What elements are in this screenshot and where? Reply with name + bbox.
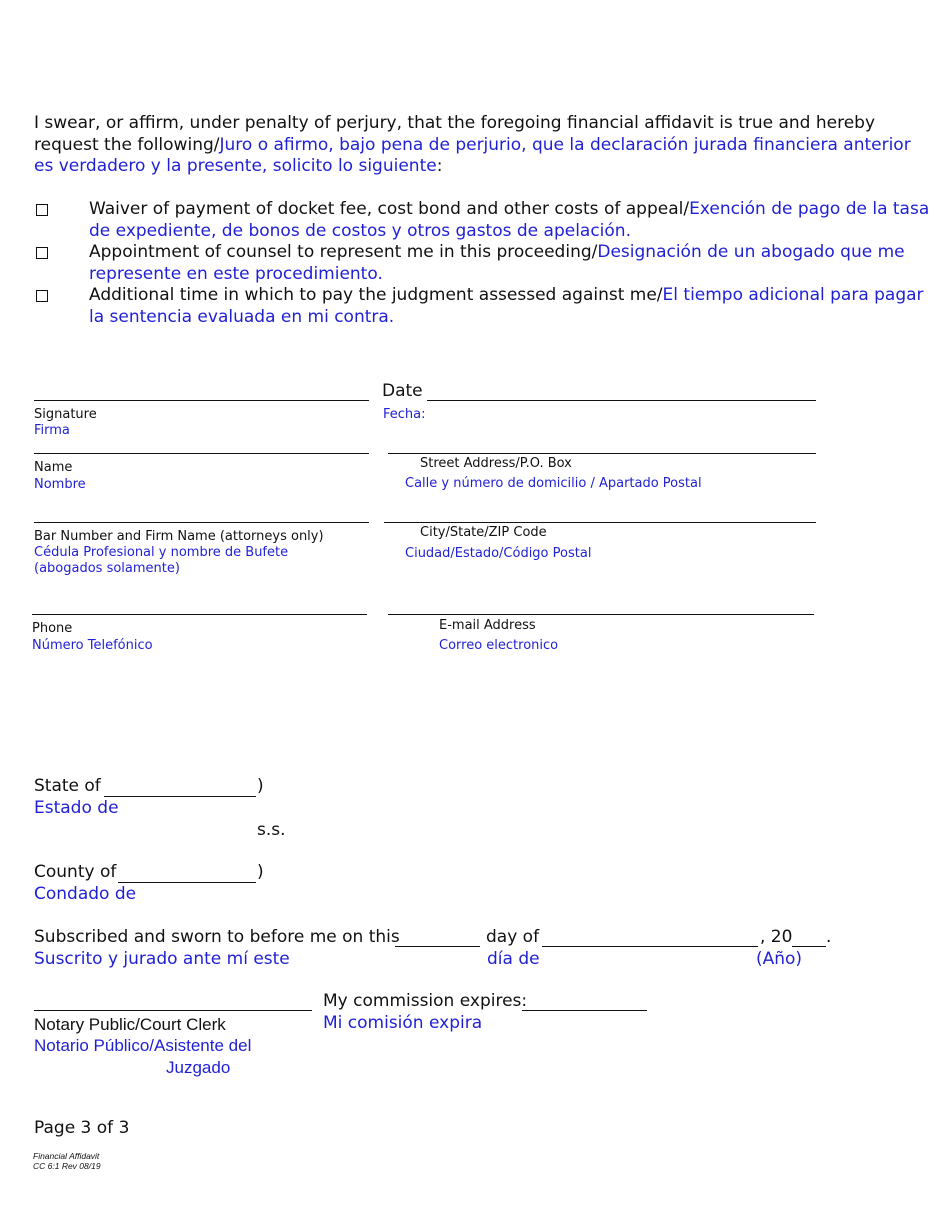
state-label: State of: [34, 776, 101, 796]
name-label-es: Nombre: [34, 477, 86, 492]
affirmation-paragraph: [34, 113, 924, 178]
email-label: E-mail Address: [439, 618, 536, 633]
city-label: City/State/ZIP Code: [420, 525, 547, 540]
state-label-es: Estado de: [34, 798, 119, 818]
email-line[interactable]: [388, 614, 814, 615]
page-number: Page 3 of 3: [34, 1118, 130, 1138]
county-label: County of: [34, 862, 117, 882]
state-paren: ): [257, 776, 264, 796]
bar-number-label-es2: (abogados solamente): [34, 561, 180, 576]
signature-label: Signature: [34, 407, 97, 422]
counsel-checkbox[interactable]: [36, 247, 48, 259]
notary-label: Notary Public/Court Clerk: [34, 1015, 226, 1034]
affirmation-es: Juro o afirmo, bajo pena de perjurio, que la declaración jurada financiera anterior es verdadero y la presente, solicito lo siguiente: [34, 134, 911, 176]
request-waiver: [89, 199, 934, 242]
request-additional-time: [89, 285, 934, 328]
city-label-es: Ciudad/Estado/Código Postal: [405, 546, 592, 561]
street-line[interactable]: [388, 453, 816, 454]
affirmation-colon: :: [436, 156, 443, 176]
county-line[interactable]: [118, 882, 256, 883]
request-counsel-en: Appointment of counsel to represent me in this proceeding/: [89, 242, 598, 262]
date-line[interactable]: [427, 400, 816, 401]
name-label: Name: [34, 460, 73, 475]
street-label-es: Calle y número de domicilio / Apartado Postal: [405, 476, 702, 491]
county-paren: ): [257, 862, 264, 882]
street-label: Street Address/P.O. Box: [420, 456, 572, 471]
notary-label-es: Notario Público/Asistente del: [34, 1036, 252, 1055]
request-time-en: Additional time in which to pay the judgment assessed against me/: [89, 285, 663, 305]
bar-number-label: Bar Number and Firm Name (attorneys only): [34, 529, 324, 544]
day-of-label: day of: [486, 927, 540, 947]
year-period: .: [826, 927, 832, 947]
name-line[interactable]: [34, 453, 369, 454]
commission-label: My commission expires:: [323, 991, 528, 1011]
phone-label-es: Número Telefónico: [32, 638, 153, 653]
fecha-label: Fecha:: [383, 407, 426, 422]
year-line[interactable]: [792, 946, 826, 947]
year-prefix: , 20: [760, 927, 793, 947]
day-of-label-es: día de: [487, 949, 540, 969]
form-name: Financial Affidavit: [33, 1151, 100, 1161]
notary-signature-line[interactable]: [34, 1010, 312, 1011]
bar-number-label-es: Cédula Profesional y nombre de Bufete: [34, 545, 289, 560]
notary-label-es2: Juzgado: [166, 1058, 231, 1077]
signature-label-es: Firma: [34, 423, 70, 438]
ss-label: s.s.: [257, 820, 286, 840]
request-time-es: El tiempo adicional para pagar la sentencia evaluada en mi contra.: [89, 285, 924, 327]
request-counsel-es: Designación de un abogado que me represente en este procedimiento.: [89, 242, 905, 284]
year-label-es: (Año): [756, 949, 803, 969]
subscribed-label-es: Suscrito y jurado ante mí este: [34, 949, 290, 969]
bar-number-line[interactable]: [34, 522, 369, 523]
commission-label-es: Mi comisión expira: [323, 1013, 483, 1033]
subscribed-label: Subscribed and sworn to before me on this: [34, 927, 400, 947]
date-label: Date: [382, 381, 423, 401]
request-waiver-es: Exención de pago de la tasa de expediente, de bonos de costos y otros gastos de apelación.: [89, 199, 930, 241]
commission-line[interactable]: [522, 1010, 647, 1011]
state-line[interactable]: [104, 796, 256, 797]
additional-time-checkbox[interactable]: [36, 290, 48, 302]
affirmation-en: I swear, or affirm, under penalty of perjury, that the foregoing financial affidavit is true and hereby request the following/: [34, 113, 876, 155]
waiver-checkbox[interactable]: [36, 204, 48, 216]
form-code: CC 6:1 Rev 08/19: [33, 1161, 101, 1171]
county-label-es: Condado de: [34, 884, 137, 904]
email-label-es: Correo electronico: [439, 638, 559, 653]
phone-line[interactable]: [32, 614, 367, 615]
month-line[interactable]: [542, 946, 758, 947]
city-line[interactable]: [384, 522, 816, 523]
request-counsel: [89, 242, 934, 285]
signature-line[interactable]: [34, 400, 369, 401]
phone-label: Phone: [32, 621, 73, 636]
request-waiver-en: Waiver of payment of docket fee, cost bond and other costs of appeal/: [89, 199, 690, 219]
day-line[interactable]: [395, 946, 480, 947]
